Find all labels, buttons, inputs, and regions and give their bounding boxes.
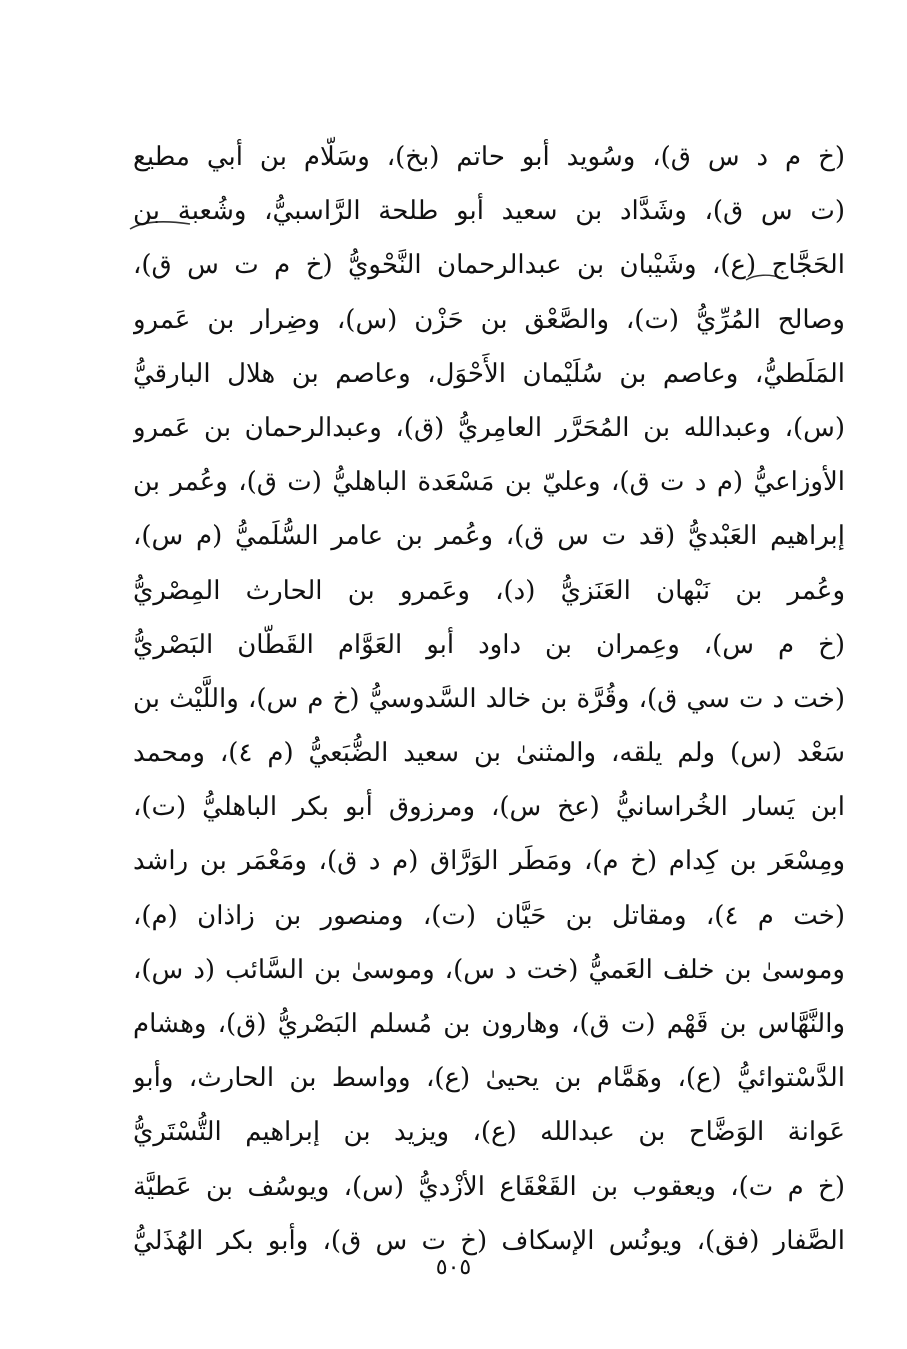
text-line: وموسىٰ بن خلف العَميُّ (خت د س)، وموسىٰ بن السَّائب (د س)، xyxy=(133,954,845,985)
text-line: (خ م س)، وعِمران بن داود أبو العَوَّام القَطّان البَصْريُّ xyxy=(133,629,845,660)
text-line: إبراهيم العَبْديُّ (قد ت س ق)، وعُمر بن عامر السُّلَميُّ (م س)، xyxy=(133,521,845,552)
text-line: عَوانة الوَضَّاح بن عبدالله (ع)، ويزيد بن إبراهيم التُّسْتَريُّ xyxy=(133,1117,845,1148)
text-line: (خت د ت سي ق)، وقُرَّة بن خالد السَّدوسيُّ (خ م س)، واللَّيْث بن xyxy=(133,683,845,714)
text-line: (ت س ق)، وشَدَّاد بن سعيد أبو طلحة الرَّاسبيُّ، وشُعبة بن xyxy=(133,196,845,227)
text-line: الأوزاعيُّ (م د ت ق)، وعليّ بن مَسْعَدة الباهليُّ (ت ق)، وعُمر بن xyxy=(133,467,845,498)
text-line: الصَّفار (فق)، ويونُس الإسكاف (خ ت س ق)، وأبو بكر الهُذَليُّ xyxy=(133,1225,845,1256)
text-line: وعُمر بن نَبْهان العَنَزيُّ (د)، وعَمرو بن الحارث المِصْريُّ xyxy=(133,575,845,606)
body-text xyxy=(133,130,845,1268)
text-line: (خ م ت)، ويعقوب بن القَعْقَاع الأزْديُّ (س)، ويوسُف بن عَطيَّة xyxy=(133,1171,845,1202)
text-line: الحَجَّاج (ع)، وشَيْبان بن عبدالرحمان النَّحْويُّ (خ م ت س ق)، xyxy=(133,250,845,281)
text-line: (خت م ٤)، ومقاتل بن حَيَّان (ت)، ومنصور بن زاذان (م)، xyxy=(133,900,845,931)
text-line: (خ م د س ق)، وسُويد أبو حاتم (بخ)، وسَلّام بن أبي مطيع xyxy=(133,142,845,172)
text-line: وصالح المُرِّيُّ (ت)، والصَّعْق بن حَزْن (س)، وضِرار بن عَمرو xyxy=(133,304,845,335)
text-line: ابن يَسار الخُراسانيُّ (عخ س)، ومرزوق أبو بكر الباهليُّ (ت)، xyxy=(133,792,845,823)
text-line: ومِسْعَر بن كِدام (خ م)، ومَطَر الوَرَّاق (م د ق)، ومَعْمَر بن راشد xyxy=(133,846,845,877)
page-number: ٥٠٥ xyxy=(435,1255,472,1280)
text-line: الدَّسْتوائيُّ (ع)، وهَمَّام بن يحيىٰ (ع)، وواسط بن الحارث، وأبو xyxy=(133,1063,845,1094)
text-line: المَلَطيُّ، وعاصم بن سُلَيْمان الأَحْوَل، وعاصم بن هلال البارقيُّ xyxy=(133,358,845,389)
text-line: (س)، وعبدالله بن المُحَرَّر العامِريُّ (ق)، وعبدالرحمان بن عَمرو xyxy=(133,412,845,443)
text-line: سَعْد (س) ولم يلقه، والمثنىٰ بن سعيد الضُّبَعيُّ (م ٤)، ومحمد xyxy=(133,738,845,769)
text-line: والنَّهَّاس بن قَهْم (ت ق)، وهارون بن مُسلم البَصْريُّ (ق)، وهشام xyxy=(133,1009,845,1039)
